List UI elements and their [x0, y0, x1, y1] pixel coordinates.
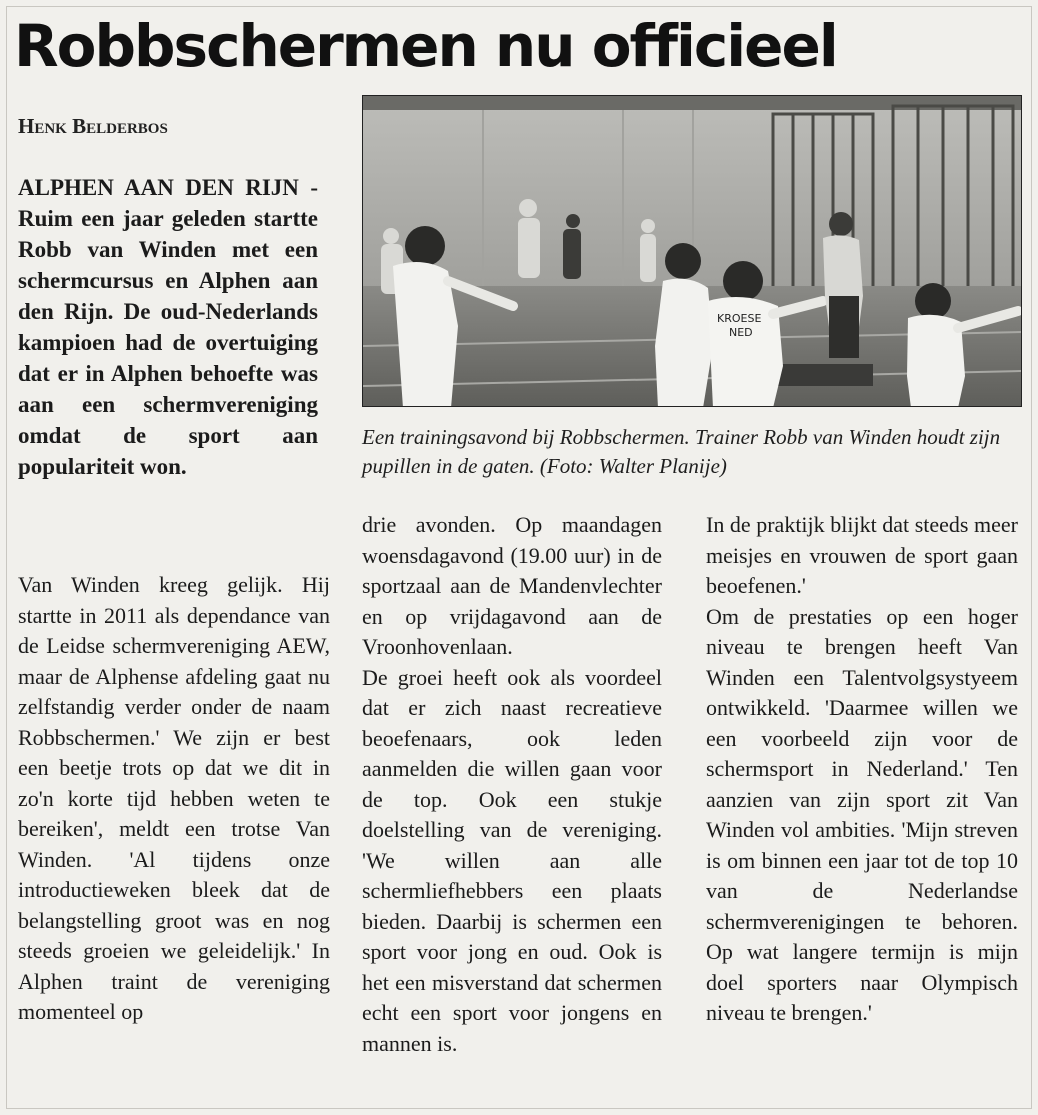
column-3-paragraph-2: Om de prestaties op een hoger niveau te brengen heeft Van Winden een Talentvolgsystyeem ontwikkeld. 'Daarmee willen we een voorbeeld zijn voor de schermsport in Nederland.' Ten aanzien van zijn sport zit Van Winden vol ambities. 'Mijn streven is om binnen een jaar tot de top 10 van de Nederlandse schermverenigingen te behoren. Op wat langere termijn is mijn doel sporters naar Olympisch niveau te brengen.' [706, 603, 1018, 1025]
column-2-paragraph-1: drie avonden. Op maandagen woensdagavond (19.00 uur) in de sportzaal aan de Mandenvlechter en op vrijdagavond aan de Vroonhovenlaan. [362, 512, 662, 659]
lead-paragraph [18, 172, 318, 482]
jacket-text-line1: KROESE [717, 312, 762, 325]
headline: Robbschermen nu officieel [14, 12, 837, 80]
column-3-paragraph-1: In de praktijk blijkt dat steeds meer meisjes en vrouwen de sport gaan beoefenen.' [706, 512, 1018, 598]
column-1-paragraph: Van Winden kreeg gelijk. Hij startte in 2011 als dependance van de Leidse schermvereniging AEW, maar de Alphense afdeling gaat nu zelfstandig verder onder de naam Robbschermen.' We zijn er best een beetje trots op dat we dit in zo'n korte tijd hebben weten te bereiken', meldt een trotse Van Winden. 'Al tijdens onze introductieweken bleek dat de belangstelling groot was en nog steeds groeien we geleidelijk.' In Alphen traint de vereniging momenteel op [18, 572, 330, 1024]
photo-caption: Een trainingsavond bij Robbschermen. Trainer Robb van Winden houdt zijn pupillen in de gaten. (Foto: Walter Planije) [362, 425, 1001, 478]
byline: Henk Belderbos [18, 114, 168, 138]
fencing-photo [362, 95, 1022, 407]
fencing-photo-illustration [363, 96, 1022, 407]
lead-text: - Ruim een jaar geleden startte Robb van Winden met een schermcursus en Alphen aan den Rijn. De oud-Nederlands kampioen had de overtuiging dat er in Alphen behoefte was aan een schermvereniging omdat de sport aan populariteit won. [18, 175, 318, 479]
jacket-text-line2: NED [729, 326, 753, 339]
column-2-paragraph-2: De groei heeft ook als voordeel dat er zich naast recreatieve beoefenaars, ook leden aanmelden die willen gaan voor de top. Ook een stukje doelstelling van de vereniging. 'We willen aan alle schermliefhebbers een plaats bieden. Daarbij is schermen een sport voor jong en oud. Ook is het een misverstand dat schermen echt een sport voor jongens en mannen is. [362, 664, 662, 1056]
column-1 [18, 570, 330, 1028]
column-2 [362, 510, 662, 1059]
column-3 [706, 510, 1018, 1029]
dateline: ALPHEN AAN DEN RIJN [18, 175, 299, 200]
